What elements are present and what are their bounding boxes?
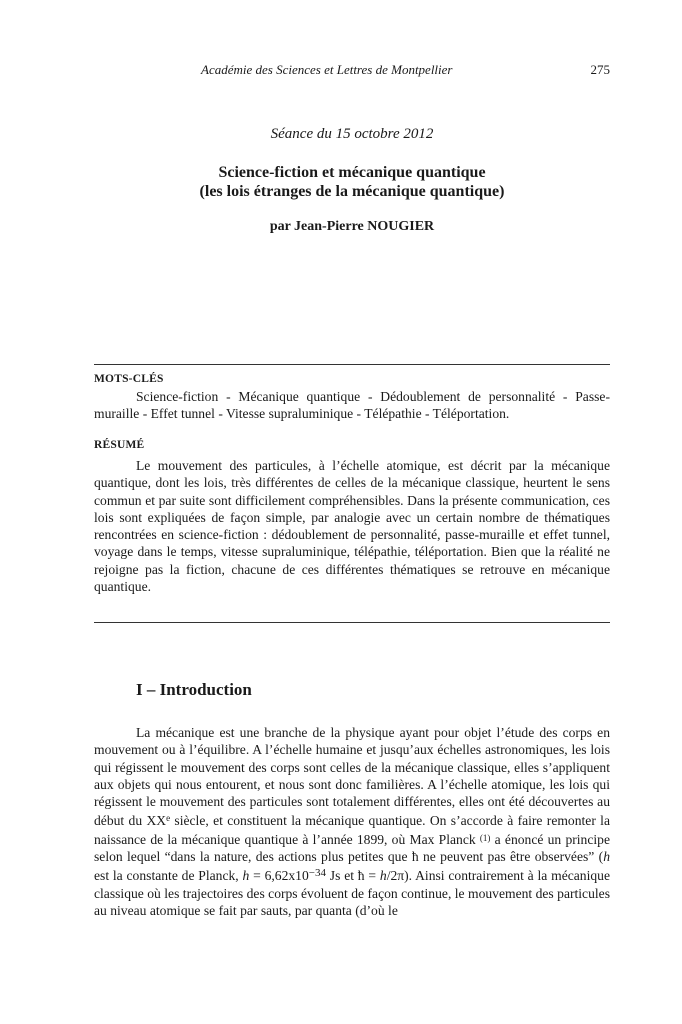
section-heading-introduction: I – Introduction [136, 680, 252, 699]
bottom-rule [94, 622, 610, 623]
journal-name: Académie des Sciences et Lettres de Montpellier [201, 62, 453, 77]
page-number: 275 [590, 62, 610, 77]
session-date: Séance du 15 octobre 2012 [270, 126, 434, 142]
top-rule [94, 364, 610, 365]
paper-title [94, 163, 610, 201]
abstract-label: RÉSUMÉ [94, 439, 145, 451]
author-line: par Jean-Pierre NOUGIER [269, 219, 435, 234]
abstract-text: Le mouvement des particules, à l’échelle atomique, est décrit par la mécanique quantique, dont les lois, très différentes de celles de la mécanique classique, heurtent le sens commun et par suite sont difficilement compréhensibles. Dans la présente communication, ces lois sont expliquées de façon simple, par analogie avec un certain nombre de thématiques rencontrées en science-fiction : dédoublement de personnalité, passe-muraille et effet tunnel, voyage dans le temps, vitesse supraluminique, télépathie, téléportation. Bien que la réalité ne rejoigne pas la fiction, chacune de ces différentes thématiques se retrouve en mécanique quantique. [94, 458, 610, 595]
introduction-paragraph: La mécanique est une branche de la physique ayant pour objet l’étude des corps en mouvement ou à l’équilibre. A l’échelle humaine et jusqu’aux échelles astronomiques, les lois qui régissent le mouvement des corps sont celles de la mécanique classique, elles s’appliquent aux objets qui nous entourent, et nous sont donc familières. A l’échelle atomique, les lois qui régissent le mouvement des particules sont totalement différentes, elles ont été découvertes au début du XXe siècle, et constituent la mécanique quantique. On s’accorde à faire remonter la naissance de la mécanique quantique à l’année 1899, où Max Planck $^{(1)}$ a énoncé un principe selon lequel “dans la nature, des actions plus petites que ħ ne peuvent pas être observées” (h est la constante de Planck, $h = 6,62x10^{-34}$ Js et ħ = h/2π). Ainsi contrairement à la mécanique classique où les trajectoires des corps évoluent de façon continue, le mouvement des particules au niveau atomique se fait par sauts, par quanta (d’où le [94, 725, 610, 918]
exponent: −34 [308, 867, 326, 880]
keywords-label: MOTS-CLÉS [94, 373, 164, 385]
title-line-1: Science-fiction et mécanique quantique [218, 164, 486, 181]
title-line-2: (les lois étranges de la mécanique quantique) [199, 183, 505, 200]
keywords-text: Science-fiction - Mécanique quantique - Dédoublement de personnalité - Passe-muraille - Effet tunnel - Vitesse supraluminique - Télépathie - Téléportation. [94, 389, 610, 422]
footnote-ref[interactable]: (1) [479, 832, 491, 843]
superscript-e: e [166, 813, 171, 824]
